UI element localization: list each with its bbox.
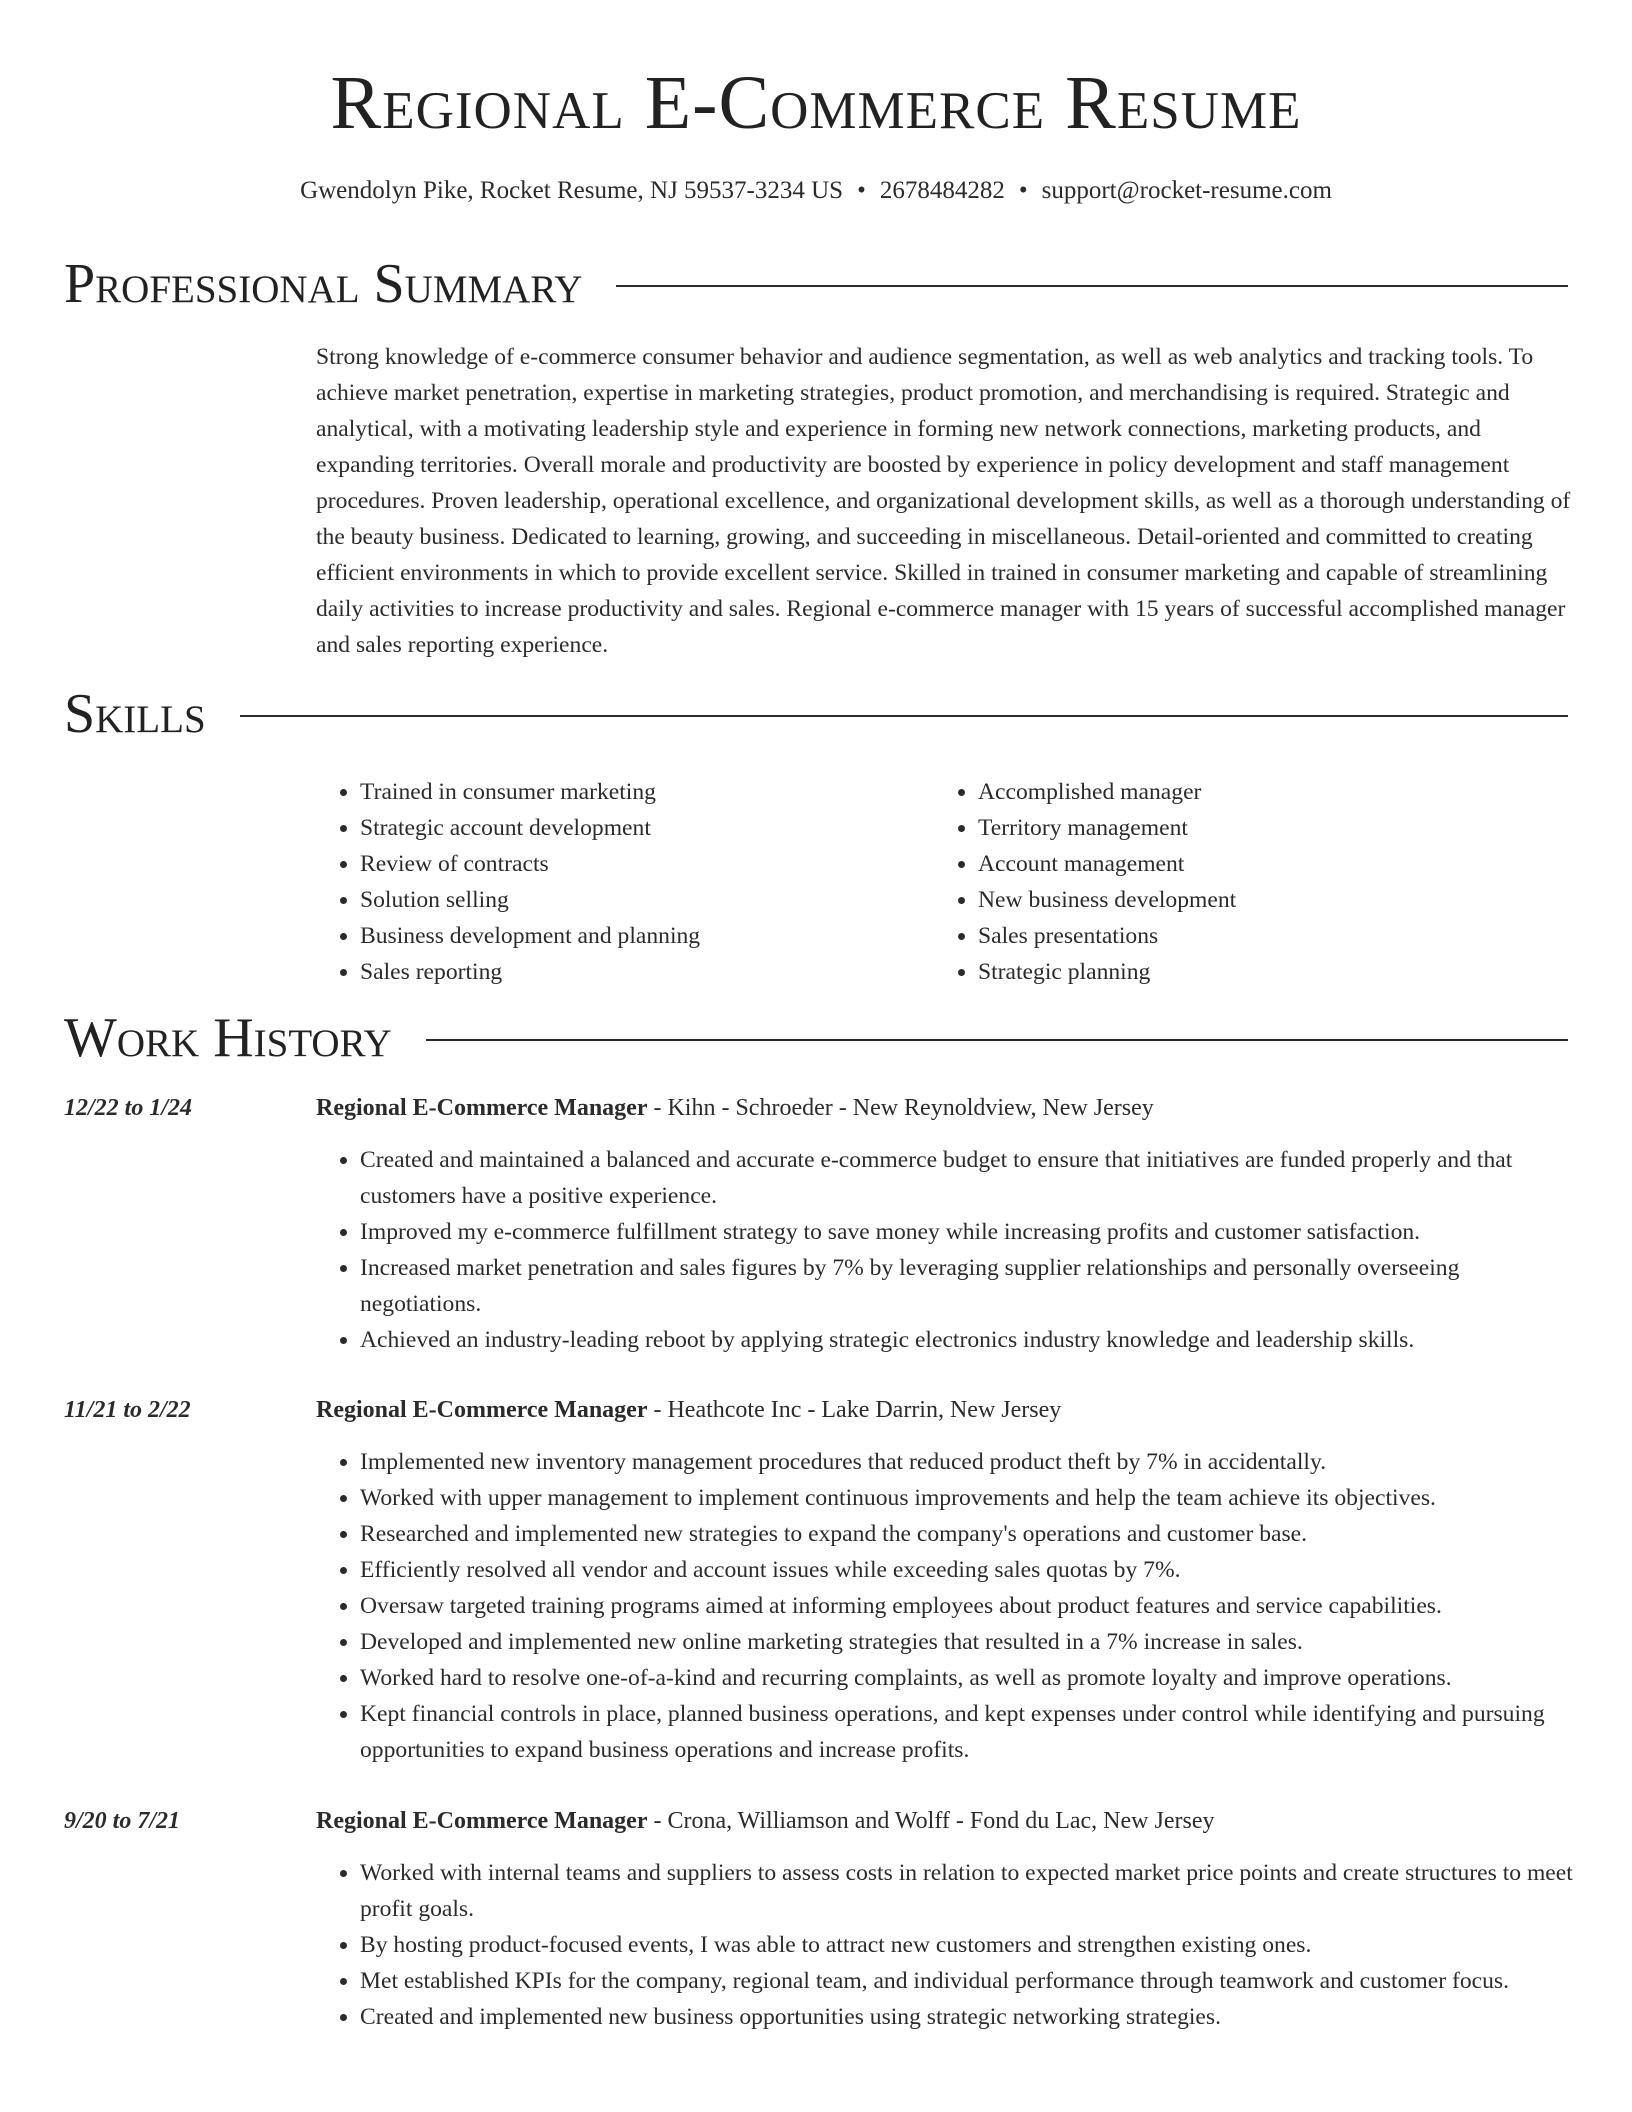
skill-item: • Sales reporting [360, 954, 934, 990]
job-bullet: • Kept financial controls in place, planned business operations, and kept expenses under control while identifying and pursuing opportunities to expand business operations and increase profits. [360, 1696, 1574, 1768]
job-responsibilities [316, 1142, 1574, 1358]
job-bullet: • Researched and implemented new strategies to expand the company's operations and customer base. [360, 1516, 1574, 1552]
job-bullet: • Oversaw targeted training programs aimed at informing employees about product features and service capabilities. [360, 1588, 1574, 1624]
job-bullet: • Increased market penetration and sales figures by 7% by leveraging supplier relationships and personally overseeing negotiations. [360, 1250, 1574, 1322]
skill-item: • Review of contracts [360, 846, 934, 882]
job-employer: - Kihn - Schroeder - New Reynoldview, New Jersey [647, 1095, 1154, 1121]
section-heading-work: Work History [64, 1007, 392, 1069]
job-title: Regional E-Commerce Manager [316, 1808, 648, 1834]
job-heading [316, 1803, 1214, 1839]
skill-item: • Trained in consumer marketing [360, 774, 934, 810]
job-responsibilities [316, 1855, 1574, 2035]
skill-item: • Business development and planning [360, 918, 934, 954]
job-bullet: • Implemented new inventory management procedures that reduced product theft by 7% in accidentally. [360, 1444, 1574, 1480]
job-title: Regional E-Commerce Manager [316, 1397, 648, 1423]
job-bullet: • Developed and implemented new online marketing strategies that resulted in a 7% increase in sales. [360, 1624, 1574, 1660]
job-bullet: • Worked with upper management to implement continuous improvements and help the team achieve its objectives. [360, 1480, 1574, 1516]
work-section-header [64, 1006, 1568, 1070]
job-title: Regional E-Commerce Manager [316, 1095, 648, 1121]
job-bullet: • Worked with internal teams and suppliers to assess costs in relation to expected market price points and create structures to meet profit goals. [360, 1855, 1574, 1927]
skills-section-header [64, 682, 1568, 746]
job-bullet: • Created and implemented new business opportunities using strategic networking strategies. [360, 1999, 1574, 2035]
job-employer: - Crona, Williamson and Wolff - Fond du Lac, New Jersey [647, 1808, 1215, 1834]
section-divider [426, 1039, 1568, 1041]
contact-phone: 2678484282 [879, 177, 1005, 204]
section-heading-summary: Professional Summary [64, 253, 583, 315]
contact-email[interactable]: support@rocket-resume.com [1041, 177, 1332, 204]
section-heading-skills: Skills [64, 683, 206, 745]
job-dates: 11/21 to 2/22 [64, 1397, 191, 1423]
skill-item: • Accomplished manager [978, 774, 1552, 810]
job-responsibilities [316, 1444, 1574, 1768]
skills-column-right [934, 774, 1552, 990]
job-bullet: • Created and maintained a balanced and accurate e-commerce budget to ensure that initiatives are funded properly and that customers have a positive experience. [360, 1142, 1574, 1214]
skill-item: • New business development [978, 882, 1552, 918]
skill-item: • Account management [978, 846, 1552, 882]
skill-item: • Strategic account development [360, 810, 934, 846]
job-dates: 12/22 to 1/24 [64, 1095, 193, 1121]
job-employer: - Heathcote Inc - Lake Darrin, New Jersey [647, 1397, 1062, 1423]
separator-dot: • [1018, 177, 1028, 204]
skill-item: • Sales presentations [978, 918, 1552, 954]
job-bullet: • By hosting product-focused events, I was able to attract new customers and strengthen existing ones. [360, 1927, 1574, 1963]
separator-dot: • [857, 177, 866, 204]
job-bullet: • Achieved an industry-leading reboot by applying strategic electronics industry knowledge and leadership skills. [360, 1322, 1574, 1358]
resume-title: Regional E-Commerce Resume [330, 61, 1302, 145]
summary-section-header [64, 252, 1568, 316]
skill-item: • Solution selling [360, 882, 934, 918]
skill-item: • Territory management [978, 810, 1552, 846]
job-bullet: • Improved my e-commerce fulfillment strategy to save money while increasing profits and customer satisfaction. [360, 1214, 1574, 1250]
section-divider [616, 285, 1568, 287]
job-bullet: • Met established KPIs for the company, regional team, and individual performance through teamwork and customer focus. [360, 1963, 1574, 1999]
skills-list [316, 774, 1574, 990]
contact-line [0, 174, 1632, 208]
job-bullet: • Worked hard to resolve one-of-a-kind and recurring complaints, as well as promote loyalty and improve operations. [360, 1660, 1574, 1696]
job-heading [316, 1392, 1061, 1428]
job-dates: 9/20 to 7/21 [64, 1808, 181, 1834]
contact-address: Gwendolyn Pike, Rocket Resume, NJ 59537-3234 US [300, 177, 844, 204]
job-bullet: • Efficiently resolved all vendor and account issues while exceeding sales quotas by 7%. [360, 1552, 1574, 1588]
section-divider [240, 715, 1568, 717]
skills-column-left [316, 774, 934, 990]
skill-item: • Strategic planning [978, 954, 1552, 990]
summary-text: Strong knowledge of e-commerce consumer behavior and audience segmentation, as well as web analytics and tracking tools. To achieve market penetration, expertise in marketing strategies, product promotion, and merchandising is required. Strategic and analytical, with a motivating leadership style and experience in forming new network connections, marketing products, and expanding territories. Overall morale and productivity are boosted by experience in policy development and staff management procedures. Proven leadership, operational excellence, and organizational development skills, as well as a thorough understanding of the beauty business. Dedicated to learning, growing, and succeeding in miscellaneous. Detail-oriented and committed to creating efficient environments in which to provide excellent service. Skilled in trained in consumer marketing and capable of streamlining daily activities to increase productivity and sales. Regional e-commerce manager with 15 years of successful accomplished manager and sales reporting experience. [316, 344, 1571, 658]
job-heading [316, 1090, 1154, 1126]
